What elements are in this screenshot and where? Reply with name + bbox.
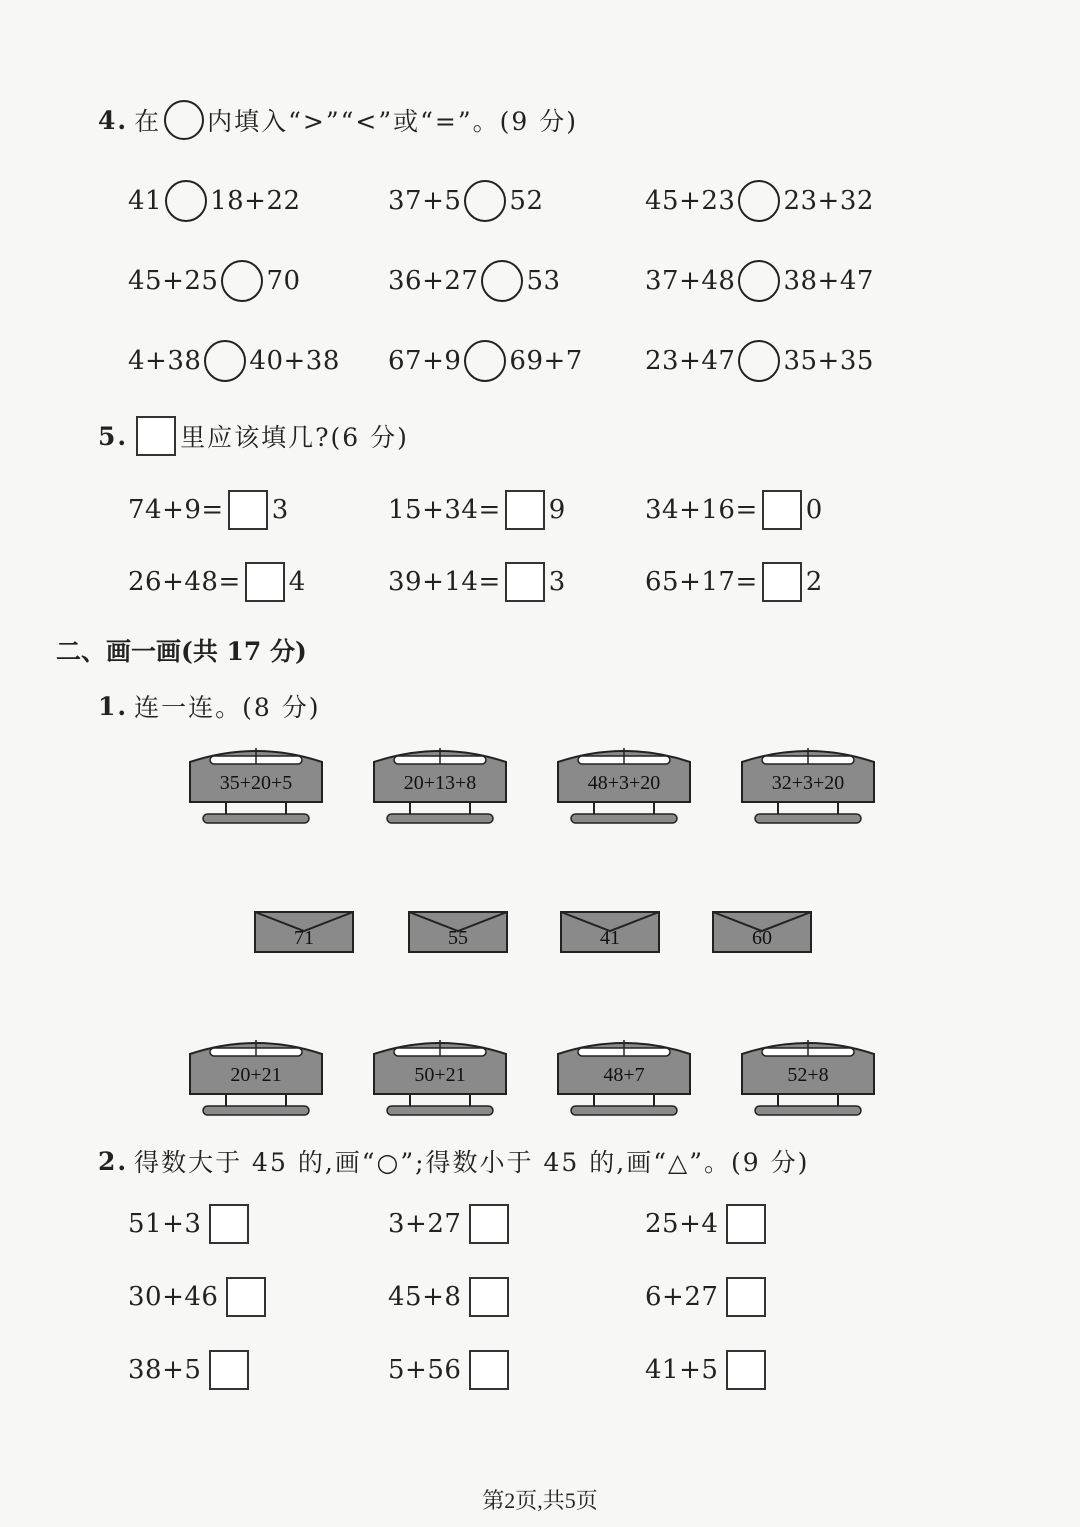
stand-label: 48+7 (603, 1064, 645, 1086)
fill-left: 26+48= (128, 567, 241, 597)
answer-box[interactable] (726, 1350, 766, 1390)
answer-circle[interactable] (165, 180, 207, 222)
stand-label: 50+21 (414, 1064, 466, 1086)
answer-circle[interactable] (738, 180, 780, 222)
compare-right: 35+35 (783, 346, 874, 376)
q4-title-pre: 在 (134, 107, 162, 136)
answer-box[interactable] (245, 562, 285, 602)
expression-stand[interactable] (370, 1036, 510, 1120)
shape-expression: 5+56 (388, 1355, 462, 1385)
answer-box[interactable] (505, 562, 545, 602)
compare-left: 67+9 (388, 346, 462, 376)
compare-right: 70 (266, 266, 301, 296)
fill-left: 74+9= (128, 495, 224, 525)
page-footer: 第2页,共5页 (482, 1488, 598, 1513)
compare-right: 69+7 (509, 346, 583, 376)
fill-digit: 3 (548, 567, 566, 597)
shape-item (128, 1204, 253, 1244)
compare-left: 36+27 (388, 266, 479, 296)
shape-expression: 6+27 (645, 1282, 719, 1312)
stand-label: 35+20+5 (219, 772, 293, 794)
compare-right: 18+22 (210, 186, 301, 216)
stand-label: 20+13+8 (403, 772, 477, 794)
compare-right: 40+38 (249, 346, 340, 376)
q4-number: 4. (98, 105, 129, 135)
shape-item (645, 1204, 770, 1244)
compare-item (128, 260, 301, 302)
p1-title-text: 连一连。(8 分) (134, 693, 321, 722)
shape-expression: 3+27 (388, 1209, 462, 1239)
envelope-label: 55 (448, 927, 468, 949)
p1-title (98, 688, 320, 724)
q5-title (98, 416, 409, 456)
compare-right: 52 (509, 186, 544, 216)
envelope-label: 60 (752, 927, 772, 949)
shape-expression: 51+3 (128, 1209, 202, 1239)
answer-box[interactable] (228, 490, 268, 530)
answer-circle[interactable] (204, 340, 246, 382)
p2-number: 2. (98, 1146, 129, 1176)
compare-left: 37+5 (388, 186, 462, 216)
expression-stand[interactable] (186, 744, 326, 828)
answer-box[interactable] (726, 1277, 766, 1317)
answer-box[interactable] (226, 1277, 266, 1317)
answer-box[interactable] (469, 1277, 509, 1317)
fill-digit: 9 (548, 495, 566, 525)
answer-circle[interactable] (464, 340, 506, 382)
compare-item (388, 340, 583, 382)
shape-item (645, 1277, 770, 1317)
section2-title: 二、画一画(共 17 分) (56, 637, 307, 666)
envelope-label: 41 (600, 927, 620, 949)
compare-item (645, 340, 874, 382)
expression-stand[interactable] (738, 1036, 878, 1120)
compare-left: 45+25 (128, 266, 219, 296)
fill-left: 34+16= (645, 495, 758, 525)
answer-circle[interactable] (738, 340, 780, 382)
envelope[interactable] (408, 911, 508, 953)
answer-box[interactable] (469, 1204, 509, 1244)
stand-label: 20+21 (230, 1064, 282, 1086)
compare-right: 53 (526, 266, 561, 296)
shape-item (388, 1204, 513, 1244)
q4-title-post: 内填入“>”“<”或“=”。(9 分) (207, 107, 579, 136)
q5-number: 5. (98, 421, 129, 451)
answer-circle[interactable] (738, 260, 780, 302)
fill-item (128, 490, 289, 530)
fill-left: 15+34= (388, 495, 501, 525)
fill-item (388, 490, 566, 530)
fill-item (645, 562, 823, 602)
shape-item (128, 1277, 270, 1317)
expression-stand[interactable] (554, 744, 694, 828)
fill-digit: 4 (288, 567, 306, 597)
envelope[interactable] (712, 911, 812, 953)
p1-number: 1. (98, 691, 129, 721)
compare-right: 23+32 (783, 186, 874, 216)
compare-item (128, 340, 340, 382)
fill-item (388, 562, 566, 602)
fill-left: 39+14= (388, 567, 501, 597)
shape-expression: 38+5 (128, 1355, 202, 1385)
shape-expression: 30+46 (128, 1282, 219, 1312)
fill-digit: 0 (805, 495, 823, 525)
fill-digit: 2 (805, 567, 823, 597)
p2-title (98, 1143, 809, 1179)
answer-circle[interactable] (481, 260, 523, 302)
shape-item (645, 1350, 770, 1390)
envelope[interactable] (560, 911, 660, 953)
answer-box[interactable] (762, 490, 802, 530)
compare-right: 38+47 (783, 266, 874, 296)
compare-left: 4+38 (128, 346, 202, 376)
p2-title-text: 得数大于 45 的,画“○”;得数小于 45 的,画“△”。(9 分) (134, 1148, 810, 1177)
compare-left: 37+48 (645, 266, 736, 296)
expression-stand[interactable] (738, 744, 878, 828)
compare-item (128, 180, 301, 222)
stand-label: 52+8 (787, 1064, 829, 1086)
fill-left: 65+17= (645, 567, 758, 597)
shape-expression: 45+8 (388, 1282, 462, 1312)
fill-digit: 3 (271, 495, 289, 525)
shape-item (388, 1277, 513, 1317)
compare-item (388, 180, 544, 222)
shape-item (128, 1350, 253, 1390)
stand-label: 48+3+20 (587, 772, 661, 794)
answer-box[interactable] (209, 1350, 249, 1390)
expression-stand[interactable] (554, 1036, 694, 1120)
compare-left: 41 (128, 186, 163, 216)
answer-circle[interactable] (221, 260, 263, 302)
answer-box[interactable] (726, 1204, 766, 1244)
q4-title (98, 100, 578, 140)
stand-label: 32+3+20 (771, 772, 845, 794)
shape-expression: 25+4 (645, 1209, 719, 1239)
fill-item (645, 490, 823, 530)
envelope-label: 71 (294, 927, 314, 949)
shape-item (388, 1350, 513, 1390)
shape-expression: 41+5 (645, 1355, 719, 1385)
answer-circle[interactable] (464, 180, 506, 222)
envelope[interactable] (254, 911, 354, 953)
compare-item (388, 260, 561, 302)
circle-symbol (164, 100, 204, 140)
expression-stand[interactable] (186, 1036, 326, 1120)
answer-box[interactable] (505, 490, 545, 530)
answer-box[interactable] (762, 562, 802, 602)
compare-item (645, 180, 874, 222)
answer-box[interactable] (469, 1350, 509, 1390)
compare-item (645, 260, 874, 302)
compare-left: 45+23 (645, 186, 736, 216)
fill-item (128, 562, 306, 602)
box-symbol (136, 416, 176, 456)
q5-title-post: 里应该填几?(6 分) (180, 423, 409, 452)
expression-stand[interactable] (370, 744, 510, 828)
compare-left: 23+47 (645, 346, 736, 376)
answer-box[interactable] (209, 1204, 249, 1244)
